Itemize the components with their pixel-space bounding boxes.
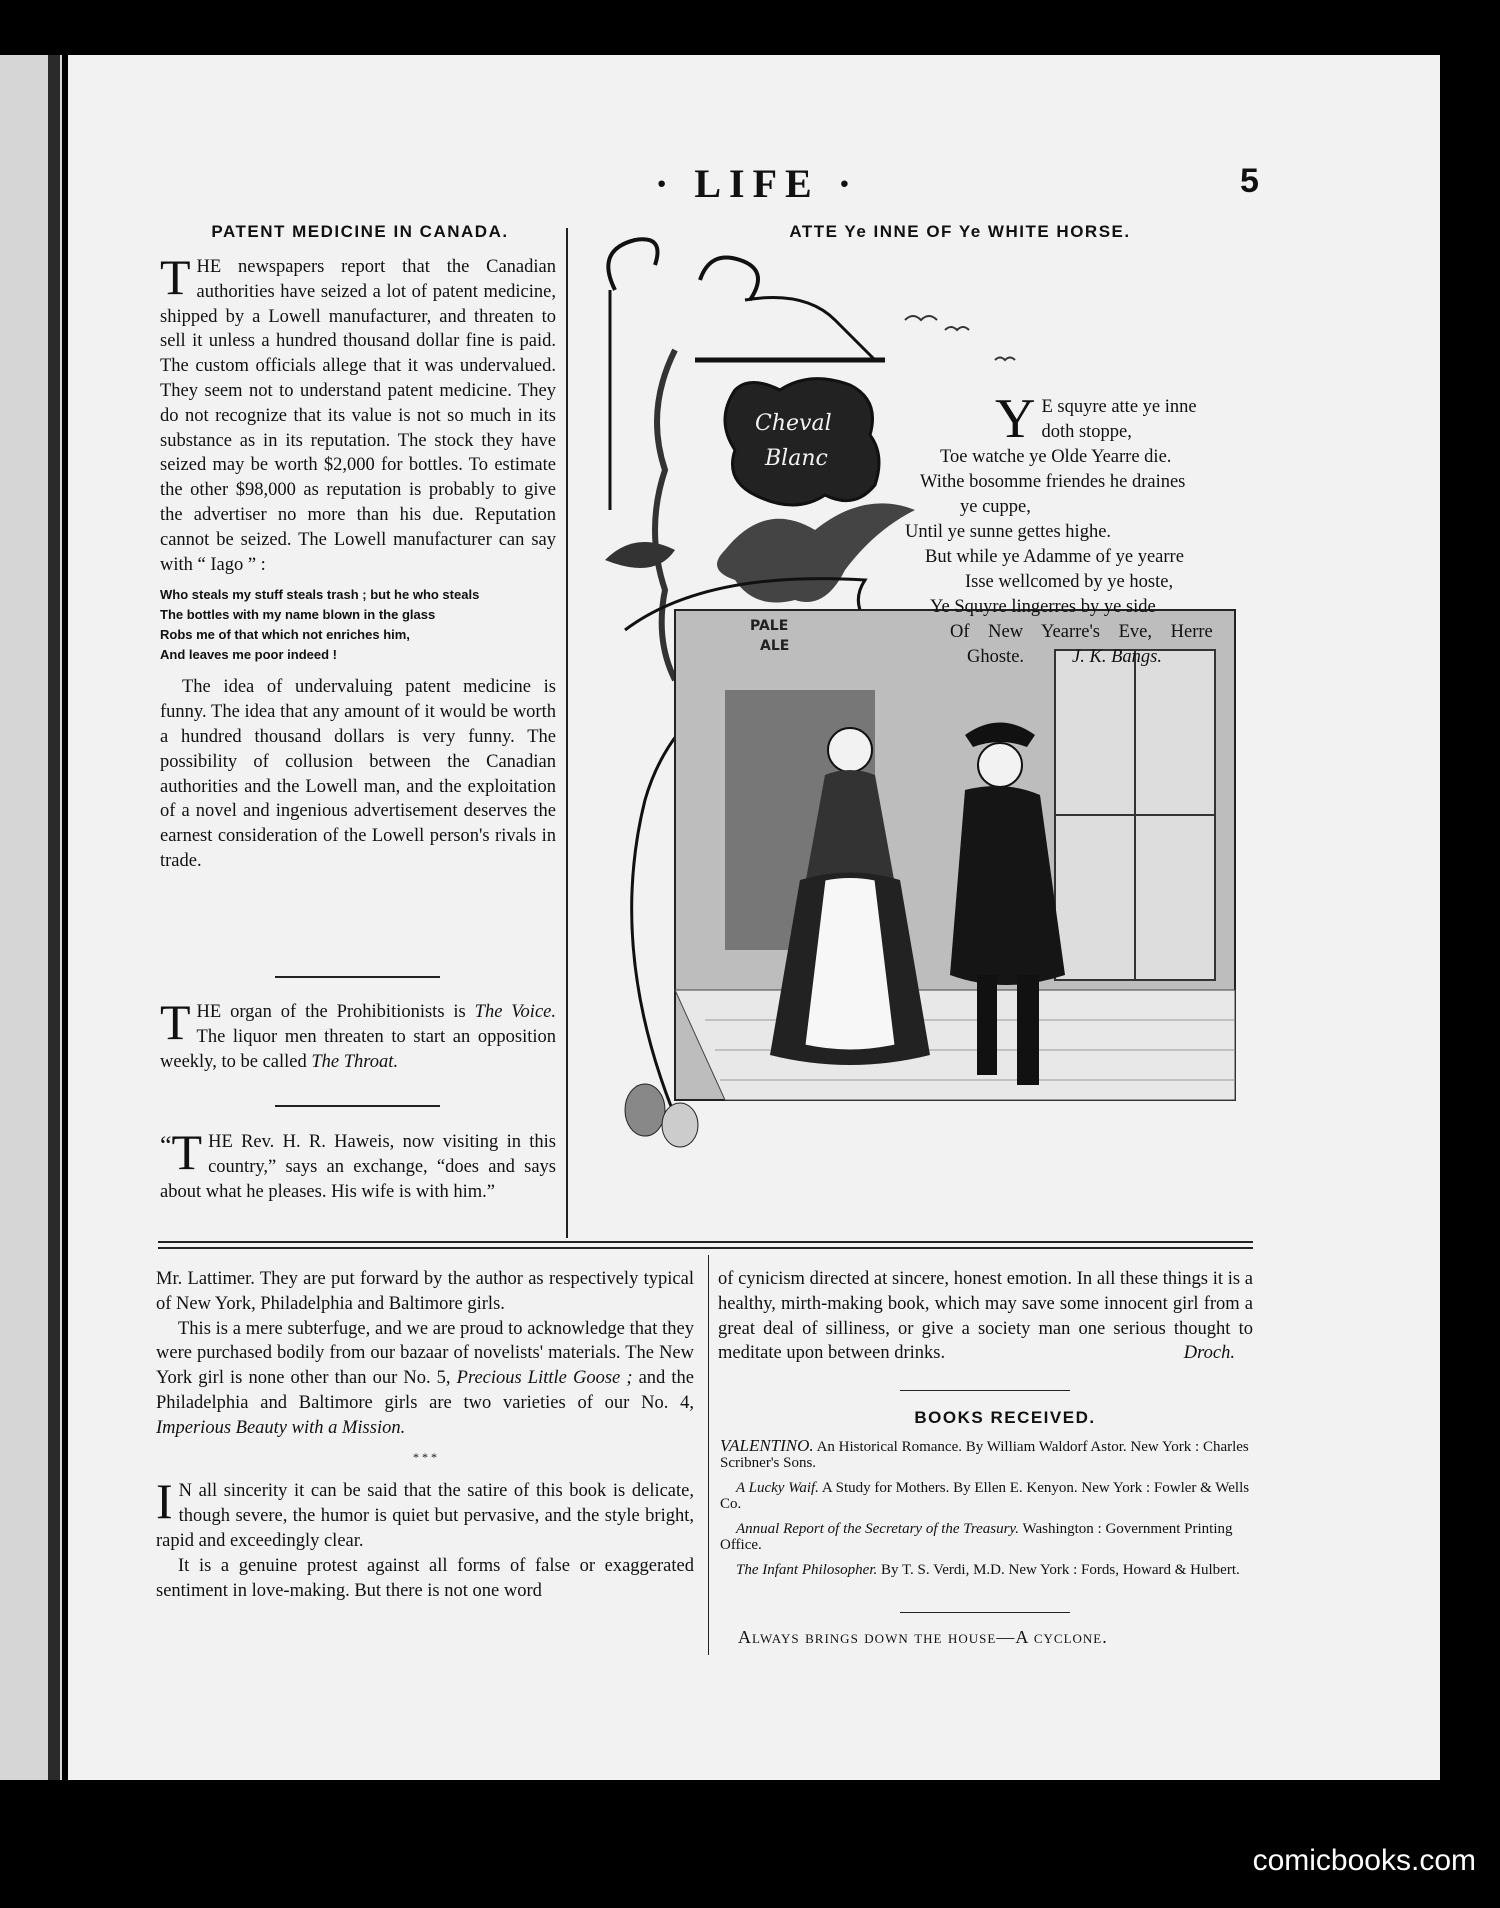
squire-boot — [1017, 975, 1039, 1085]
section-divider — [275, 1105, 440, 1107]
book-details: A Study for Mothers. By Ellen E. Kenyon. New York : Fowler & Wells Co. — [720, 1480, 1250, 1512]
poem-line: Toe watche ye Olde Yearre die. — [940, 447, 1172, 467]
books-received-headline: BOOKS RECEIVED. — [914, 1408, 1096, 1427]
squire-head — [978, 743, 1022, 787]
item-text: The liquor men threaten to start an opposition weekly, to be called — [160, 1026, 556, 1072]
drop-cap: T — [160, 994, 191, 1050]
poem-line: Isse wellcomed by ye hoste, — [965, 572, 1174, 592]
drop-cap: Y — [995, 388, 1036, 450]
column-rule — [708, 1255, 709, 1655]
poem-stanza-body — [905, 445, 1265, 670]
review-text: This is a mere subterfuge, and we are proud to acknowledge that they were purchased bodily from our bazaar of novelists' materials. The New York girl is none other than our No. 5, — [156, 1318, 694, 1389]
haweis-item — [160, 1124, 556, 1204]
verse-line: Robs me of that which not enriches him, — [160, 627, 410, 643]
book-type: Precious Little Goose ; — [456, 1368, 633, 1389]
open-quote: “ — [160, 1131, 172, 1160]
tagline: Always brings down the house—A cyclone. — [738, 1627, 1108, 1647]
book-entry — [720, 1562, 1255, 1578]
poem-stanza — [995, 388, 1260, 450]
book-title: VALENTINO. — [720, 1436, 814, 1455]
section-rule — [158, 1241, 1253, 1243]
wooden-floor — [675, 990, 1235, 1100]
review-column-1 — [156, 1267, 694, 1603]
page-number: 5 — [1240, 162, 1259, 200]
book-entry — [720, 1521, 1255, 1553]
book-title: The Infant Philosopher. — [736, 1562, 878, 1578]
poem-line: Withe bosomme friendes he draines — [920, 472, 1186, 492]
poem-line: Until ye sunne gettes highe. — [905, 522, 1112, 542]
review-paragraph — [156, 1317, 694, 1441]
leaf-cluster — [605, 542, 675, 568]
patent-medicine-headline: PATENT MEDICINE IN CANADA. — [211, 222, 509, 241]
publication-name: The Voice. — [474, 1002, 556, 1022]
poem-headline: ATTE Ye INNE OF Ye WHITE HORSE. — [789, 222, 1131, 241]
poem-line: doth stoppe, — [1041, 422, 1132, 442]
bird-icon — [945, 327, 969, 330]
bird-icon — [995, 358, 1015, 361]
bird-icon — [905, 316, 937, 320]
section-rule — [158, 1247, 1253, 1249]
item-text: HE organ of the Prohibitionists is — [196, 1002, 475, 1022]
review-paragraph: Mr. Lattimer. They are put forward by the author as respectively typical of New York, Philadelphia and Baltimore girls. — [156, 1269, 694, 1314]
book-details: An Historical Romance. By William Waldorf Astor. New York : Charles Scribner's Sons. — [720, 1439, 1249, 1471]
section-divider — [275, 976, 440, 978]
poem-line: ye cuppe, — [960, 497, 1031, 517]
book-type: Imperious Beauty with a Mission. — [156, 1417, 406, 1438]
poem-author: J. K. Bangs. — [1072, 647, 1162, 667]
review-paragraph — [156, 1473, 694, 1553]
book-title: A Lucky Waif. — [736, 1480, 819, 1496]
scroll-ornament — [608, 239, 657, 290]
book-binding — [48, 55, 60, 1780]
book-title: Annual Report of the Secretary of the Treasury. — [736, 1521, 1020, 1537]
paragraph-text: HE newspapers report that the Canadian authorities have seized a lot of patent medicine, shipped by a Lowell manufacturer, and threaten to sell it unless a hundred thousand dollar fine is paid. The custom officials allege that it was undervalued. They seem not to understand patent medicine. They do not recognize that its value is not so much in its substance as in its reputation. The stock they have seized may be worth $2,000 for bottles. To estimate the other $98,000 as reputation is probably to give the advertiser no more than his due. Reputation cannot be seized. The Lowell manufacturer can say with “ Iago ” : — [160, 257, 556, 575]
jug — [662, 1103, 698, 1147]
bracket-curl — [745, 298, 875, 361]
verse-line: Who steals my stuff steals trash ; but he who steals — [160, 587, 480, 603]
poem-line: Ye Squyre lingerres by ye side — [930, 597, 1156, 617]
review-paragraph: It is a genuine protest against all forms of false or exaggerated sentiment in love-making. But there is not one word — [156, 1555, 694, 1601]
poem-line: But while ye Adamme of ye yearre — [925, 547, 1184, 567]
scroll-ornament — [700, 258, 758, 301]
review-column-2 — [718, 1267, 1253, 1366]
barmaid-head — [828, 728, 872, 772]
ale-sign: PALE — [750, 618, 789, 634]
masthead-title: · LIFE · — [655, 161, 860, 206]
hanging-sign — [725, 379, 879, 505]
inn-illustration — [585, 230, 1245, 1230]
book-entry — [720, 1438, 1255, 1471]
verse-line: And leaves me poor indeed ! — [160, 647, 337, 663]
article-paragraph: The idea of undervaluing patent medicine is funny. The idea that any amount of it would be worth a hundred thousand dollars is very funny. The possibility of collusion between the Canadian authorities and the Lowell man, and the exploitation of a novel and ingenious advertisement deserves the earnest consideration of the Lowell person's rivals in trade. — [160, 677, 556, 871]
ale-sign: ALE — [760, 638, 790, 654]
book-details: By T. S. Verdi, M.D. New York : Fords, Howard & Hulbert. — [877, 1562, 1240, 1578]
column-rule — [566, 228, 568, 1238]
item-text: HE Rev. H. R. Haweis, now visiting in this country,” says an exchange, “does and says about what he pleases. His wife is with him.” — [160, 1132, 556, 1202]
eagle-emblem — [717, 503, 915, 602]
iago-verse — [160, 585, 556, 665]
poem-line: Ghoste. — [967, 647, 1025, 667]
publication-name: The Throat. — [311, 1051, 399, 1072]
article-paragraph — [160, 249, 556, 577]
verse-line: The bottles with my name blown in the glass — [160, 607, 436, 623]
drop-cap: I — [156, 1473, 173, 1530]
drop-cap: T — [160, 249, 191, 305]
squire-boot — [977, 975, 997, 1075]
reviewer-signature: Droch. — [1183, 1343, 1235, 1364]
patent-medicine-article — [160, 249, 556, 874]
books-received-list — [720, 1438, 1255, 1587]
sign-text: Blanc — [765, 446, 828, 471]
poem-line: E squyre atte ye inne — [1041, 397, 1197, 417]
section-divider — [900, 1612, 1070, 1613]
vine — [655, 350, 675, 680]
sign-text: Cheval — [755, 411, 832, 436]
drop-cap: T — [171, 1124, 203, 1180]
book-entry — [720, 1480, 1255, 1512]
review-paragraph: of cynicism directed at sincere, honest emotion. In all these things it is a healthy, mirth-making book, which may save some innocent girl from a great deal of silliness, or give a society man one serious thought to meditate upon between drinks. — [718, 1269, 1253, 1364]
book-details: Washington : Government Printing Office. — [720, 1521, 1233, 1553]
watermark: comicbooks.com — [1252, 1844, 1476, 1877]
section-divider — [900, 1390, 1070, 1391]
prohibition-item — [160, 994, 556, 1074]
asterism: * * * — [413, 1449, 437, 1464]
review-text: and the Philadelphia and Baltimore girls are two varieties of our No. 4, — [156, 1368, 694, 1413]
review-text: N all sincerity it can be said that the satire of this book is delicate, though severe, the humor is quiet but pervasive, and the style bright, rapid and exceedingly clear. — [156, 1481, 694, 1551]
poem-line: Of New Yearre's Eve, Herre — [950, 622, 1213, 642]
jug — [625, 1084, 665, 1136]
